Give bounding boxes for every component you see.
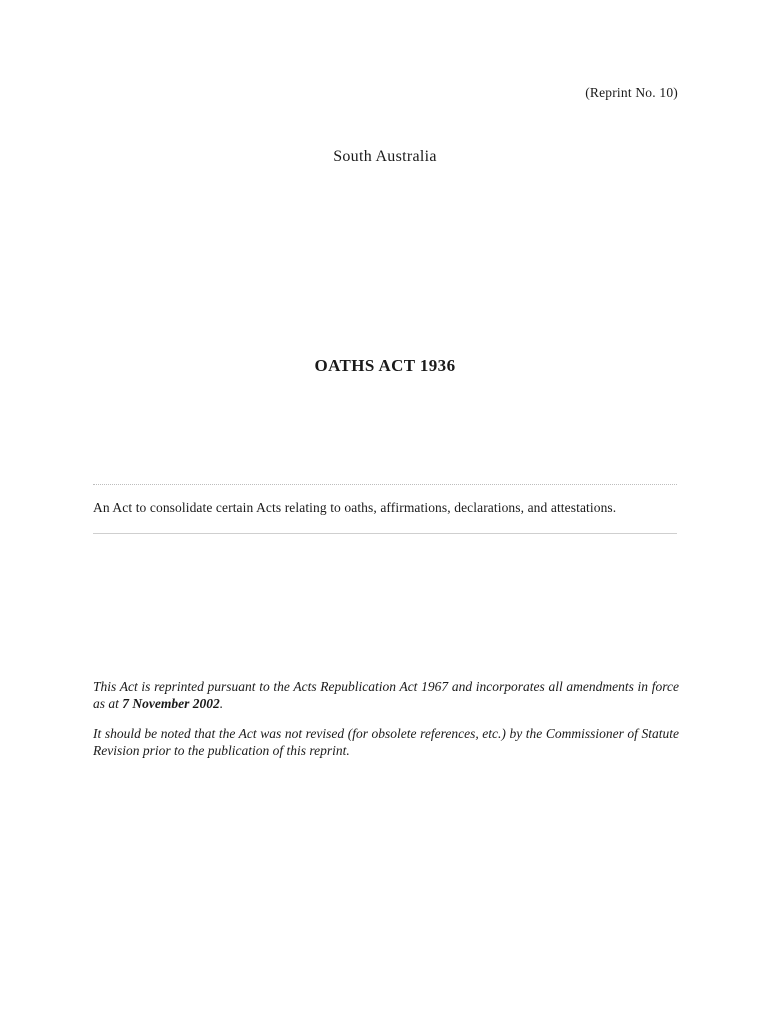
top-divider [93,484,677,485]
reprint-note [93,678,679,712]
jurisdiction-heading: South Australia [333,148,437,165]
reprint-date: 7 November 2002 [122,696,220,711]
act-title: OATHS ACT 1936 [314,356,456,375]
revision-note: It should be noted that the Act was not revised (for obsolete references, etc.) by the Commissioner of Statute Revision prior to the publication of this reprint. [93,726,679,758]
reprint-number: (Reprint No. 10) [585,85,678,100]
long-title: An Act to consolidate certain Acts relating to oaths, affirmations, declarations, and attestations. [93,500,617,515]
reprint-note-text: This Act is reprinted pursuant to the Acts Republication Act 1967 and incorporates all amendments in force as at [93,679,679,711]
bottom-divider [93,533,677,534]
reprint-note-end: . [219,696,224,711]
